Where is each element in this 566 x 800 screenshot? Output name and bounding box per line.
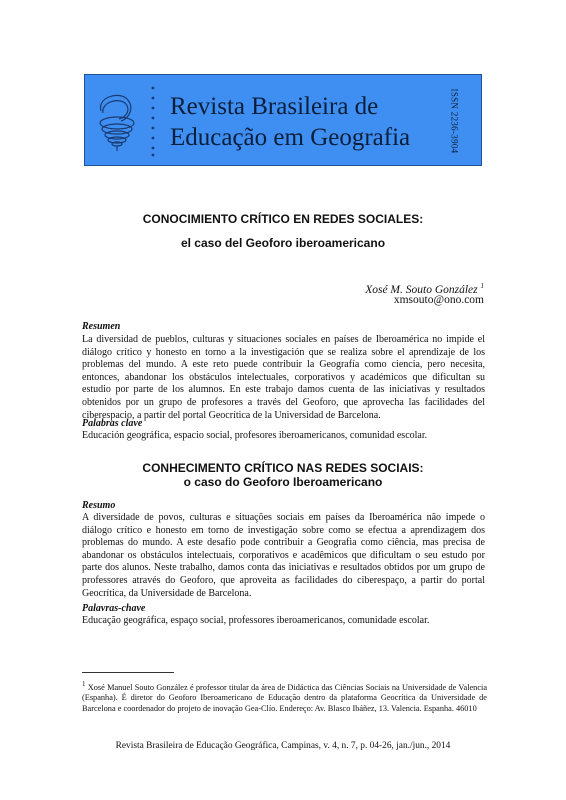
keywords-es: Educación geográfica, espacio social, profesores iberoamericanos, comunidad escolar. (82, 430, 428, 441)
abstract-label-pt: Resumo (82, 500, 116, 511)
dotted-divider (150, 85, 156, 157)
keywords-label-es: Palabras clave (82, 418, 143, 429)
globe-swirl-icon (93, 89, 141, 153)
issn-text: ISSN 2236-3904 (449, 88, 459, 154)
article-subtitle-es: el caso del Geoforo iberoamericano (180, 236, 386, 250)
journal-banner (84, 74, 482, 166)
author-email[interactable]: xmsouto@ono.com (393, 294, 484, 306)
article-title-pt: CONHECIMENTO CRÍTICO NAS REDES SOCIAIS: (142, 461, 424, 475)
footnote-separator (82, 672, 174, 673)
author-name-text: Xosé M. Souto González (365, 283, 478, 296)
keywords-pt: Educação geográfica, espaço social, professores iberoamericanos, comunidade escolar. (82, 615, 430, 626)
article-title-es: CONOCIMIENTO CRÍTICO EN REDES SOCIALES: (142, 212, 424, 226)
journal-title-line-1: Revista Brasileira de (170, 93, 379, 120)
issn-label (434, 85, 474, 157)
abstract-pt: A diversidade de povos, culturas e situações sociais em países da Iberoamérica não impede o diálogo crítico e honesto em torno de investigação sobre como se efectua a aprendizagem dos problemas do mundo. A este desafio pode contribuir a Geografia como ciência, mas precisa de abandonar os obstáculos intelectuais, corporativos e acadêmicos que dificultam o seu estudo por parte dos alunos. Neste trabalho, damos conta das iniciativas e resultados obtidos por um grupo de professores através do Geoforo, que aproveita as facilidades do ciberespaço, a partir do portal Geocrítica, da Universidade de Barcelona. (82, 512, 485, 599)
footnote-text: Xosé Manuel Souto González é professor titular da área de Didáctica das Ciências Sociais na Universidade de Valencia (Espanha). É diretor do Geoforo Iberoamericano de Educação dentro da plataforma Geocrítica da Universidade de Barcelona e coordenador do projeto de inovação Gea-Clío. Endereço: Av. Blasco Ibáñez, 13. Valencia. Espanha. 46010 (82, 682, 487, 713)
abstract-es: La diversidad de pueblos, culturas y situaciones sociales en países de Iberoamérica no impide el diálogo crítico y honesto en torno a la investigación que se realiza sobre el aprendizaje de los problemas del mundo. A este reto puede contribuir la Geografía como ciencia, pero necesita, entonces, abandonar los obstáculos intelectuales, corporativos y académicos que dificultan su estudio por parte de los alumnos. En este trabajo damos cuenta de las iniciativas y resultados obtenidos por un grupo de profesores a través del Geoforo, que aprovecha las facilidades del ciberespacio, a partir del portal Geocrítica de la Universidad de Barcelona. (82, 334, 485, 421)
article-subtitle-pt: o caso do Geoforo Iberoamericano (183, 475, 383, 489)
footnote (82, 679, 487, 715)
footnote-marker: 1 (82, 680, 86, 688)
journal-title (170, 91, 410, 153)
page-footer-citation: Revista Brasileira de Educação Geográfica, Campinas, v. 4, n. 7, p. 04-26, jan./jun., 2014 (115, 741, 451, 751)
author-footnote-marker: 1 (480, 282, 484, 290)
abstract-label-es: Resumen (82, 321, 121, 332)
keywords-label-pt: Palavras-chave (82, 603, 146, 614)
journal-title-line-2: Educação em Geografia (170, 124, 411, 151)
